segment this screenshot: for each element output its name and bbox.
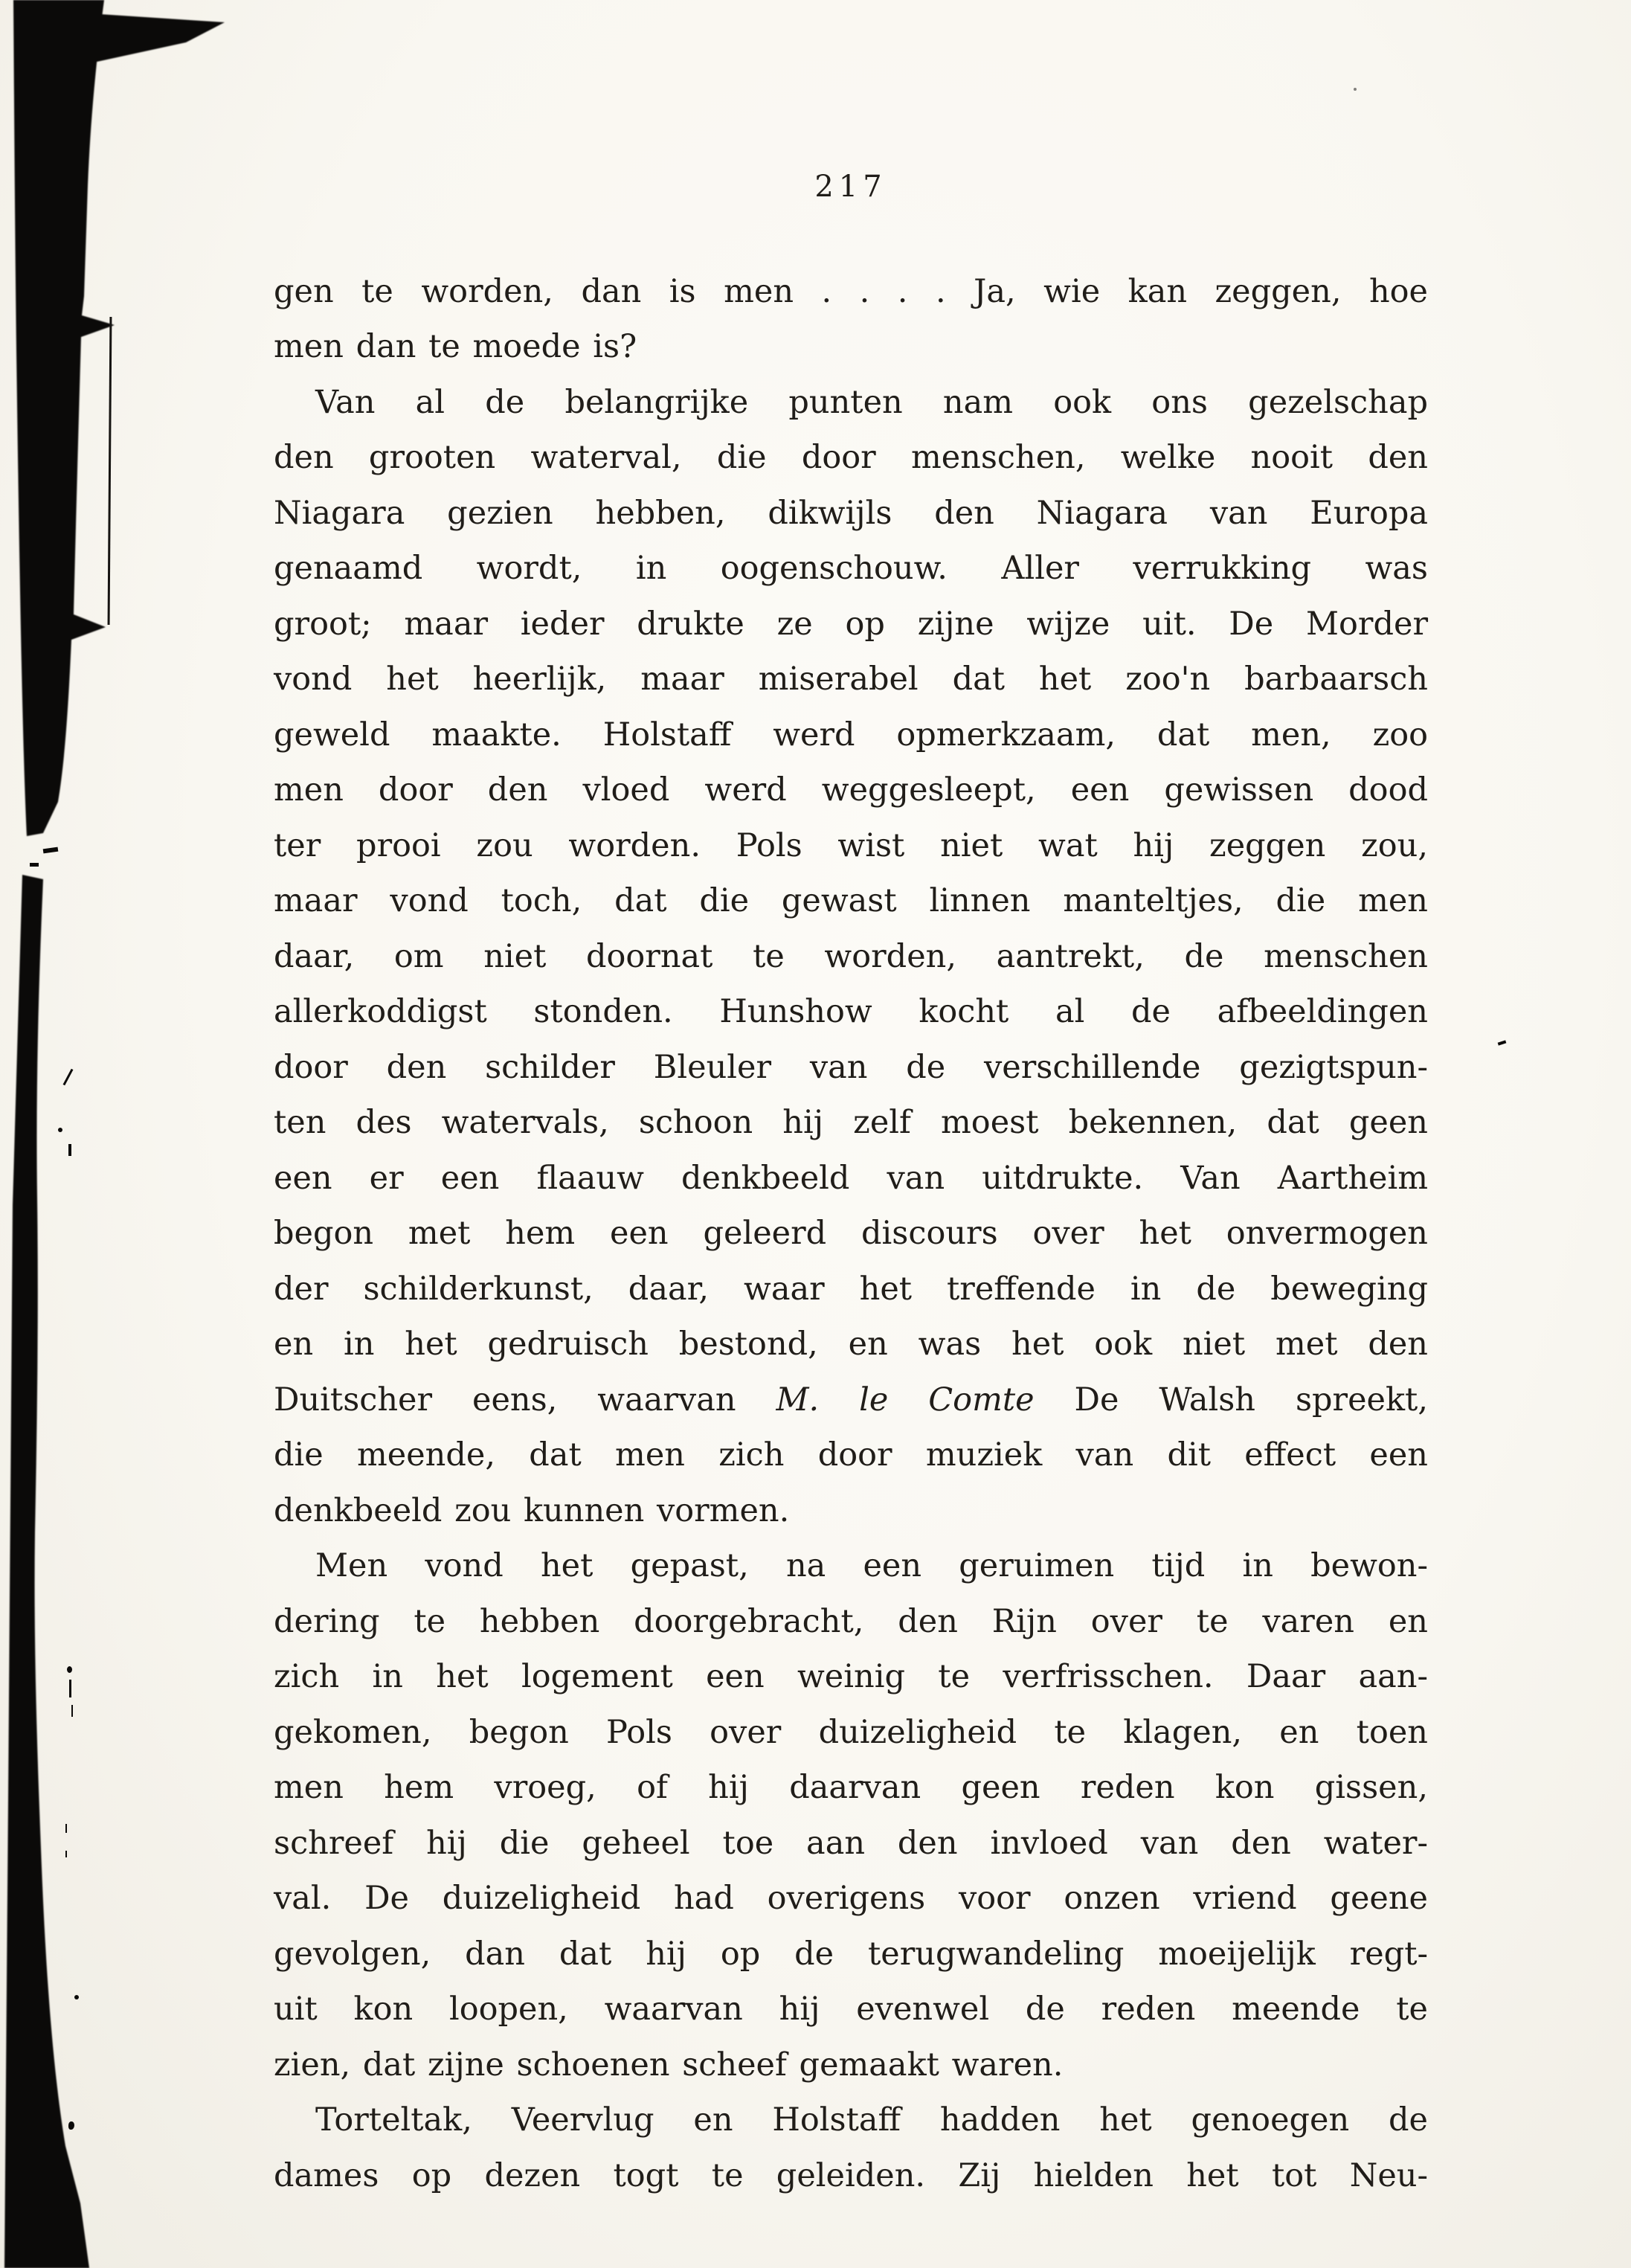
text-line [274,2092,1428,2148]
text-line [274,762,1428,818]
text-segment: genaamd wordt, in oogenschouw. Aller verrukking was [274,550,1428,587]
text-line [274,1982,1428,2037]
text-line [274,1649,1428,1705]
ink-speck [65,1824,67,1833]
text-line [274,1206,1428,1262]
scan-band-upper [13,0,115,836]
text-segment: gevolgen, dan dat hij op de terugwandeling moeijelijk regt- [274,1935,1428,1973]
text-line [274,1095,1428,1151]
ink-speck [74,1995,79,1999]
text-segment: een er een flaauw denkbeeld van uitdrukte. Van Aartheim [274,1159,1428,1197]
text-segment: geweld maakte. Holstaff werd opmerkzaam, dat men, zoo [274,716,1428,754]
text-segment: en in het gedruisch bestond, en was het ook niet met den [274,1326,1428,1363]
text-segment: val. De duizeligheid had overigens voor onzen vriend geene [274,1880,1428,1917]
text-segment: De Walsh spreekt, [1034,1381,1428,1419]
text-line [274,1538,1428,1594]
text-line [274,1483,1428,1539]
text-line [274,818,1428,874]
text-segment: begon met hem een geleerd discours over het onvermogen [274,1215,1428,1252]
paragraph [274,375,1428,1539]
text-line [274,1427,1428,1483]
text-segment: Torteltak, Veervlug en Holstaff hadden het genoegen de [315,2101,1428,2139]
text-line [274,1816,1428,1872]
text-line [274,541,1428,597]
text-line [274,929,1428,985]
text-segment: Van al de belangrijke punten nam ook ons gezelschap [315,383,1428,421]
text-line [274,1871,1428,1927]
ink-speck [58,1128,62,1132]
text-segment: ten des watervals, schoon hij zelf moest bekennen, dat geen [274,1104,1428,1141]
text-line [274,264,1428,320]
text-segment: men door den vloed werd weggesleept, een gewissen dood [274,771,1428,809]
text-segment: zich in het logement een weinig te verfrisschen. Daar aan- [274,1658,1428,1695]
text-line [274,1317,1428,1372]
text-segment: Duitscher eens, waarvan [274,1381,776,1419]
text-line [274,2037,1428,2093]
italic-text-segment: M. le Comte [776,1381,1035,1419]
text-segment: uit kon loopen, waarvan hij evenwel de reden meende te [274,1991,1428,2028]
ink-speck [65,1851,67,1857]
text-line [274,597,1428,652]
text-line [274,2148,1428,2204]
text-line [274,1760,1428,1816]
paragraph [274,1538,1428,2092]
text-segment: allerkoddigst stonden. Hunshow kocht al de afbeeldingen [274,993,1428,1030]
text-line [274,319,1428,375]
text-segment: schreef hij die geheel toe aan den invloed van den water- [274,1824,1428,1862]
text-block [274,264,1428,2204]
text-line [274,984,1428,1040]
text-segment: der schilderkunst, daar, waar het treffende in de beweging [274,1270,1428,1308]
page-number: 217 [814,170,887,204]
text-segment: ter prooi zou worden. Pols wist niet wat hij zeggen zou, [274,826,1428,864]
ink-speck [68,1144,71,1156]
text-line [274,430,1428,486]
text-line [274,486,1428,542]
text-line [274,375,1428,431]
text-line [274,873,1428,929]
text-line [274,1151,1428,1207]
text-segment: denkbeeld zou kunnen vormen. [274,1491,790,1529]
text-segment: gekomen, begon Pols over duizeligheid te klagen, en toen [274,1713,1428,1751]
ink-speck [1498,1040,1507,1045]
text-line [274,1927,1428,1982]
text-segment: die meende, dat men zich door muziek van dit effect een [274,1436,1428,1474]
ink-speck [30,863,39,867]
text-line [274,1372,1428,1428]
text-line [274,1594,1428,1650]
scan-edge-artifact [0,0,238,2268]
text-segment: Niagara gezien hebben, dikwijls den Niagara van Europa [274,494,1428,532]
text-segment: groot; maar ieder drukte ze op zijne wijze uit. De Morder [274,605,1428,643]
text-segment: gen te worden, dan is men . . . . Ja, wie kan zeggen, hoe [274,272,1428,310]
paragraph [274,264,1428,375]
text-segment: den grooten waterval, die door menschen, welke nooit den [274,439,1428,476]
text-segment: men hem vroeg, of hij daarvan geen reden kon gissen, [274,1769,1428,1806]
text-segment: door den schilder Bleuler van de verschillende gezigtspun- [274,1048,1428,1086]
text-segment: zien, dat zijne schoenen scheef gemaakt waren. [274,2046,1064,2084]
text-line [274,1040,1428,1096]
text-segment: daar, om niet doornat te worden, aantrekt, de menschen [274,937,1428,975]
page-body [274,159,1428,2203]
text-line [274,707,1428,763]
ink-speck [1354,88,1357,91]
paragraph [274,2092,1428,2203]
text-line [274,1705,1428,1761]
text-segment: Men vond het gepast, na een geruimen tijd in bewon- [315,1547,1428,1584]
text-line [274,652,1428,707]
text-segment: dering te hebben doorgebracht, den Rijn over te varen en [274,1602,1428,1640]
text-segment: maar vond toch, dat die gewast linnen manteltjes, die men [274,882,1428,919]
text-segment: dames op dezen togt te geleiden. Zij hielden het tot Neu- [274,2156,1428,2194]
scan-band-lower [4,875,89,2268]
ink-speck [69,1680,71,1697]
text-segment: vond het heerlijk, maar miserabel dat het zoo'n barbaarsch [274,661,1428,698]
ink-speck [71,1705,73,1717]
ink-speck [67,1666,72,1673]
text-line [274,1262,1428,1317]
text-segment: men dan te moede is? [274,328,637,365]
